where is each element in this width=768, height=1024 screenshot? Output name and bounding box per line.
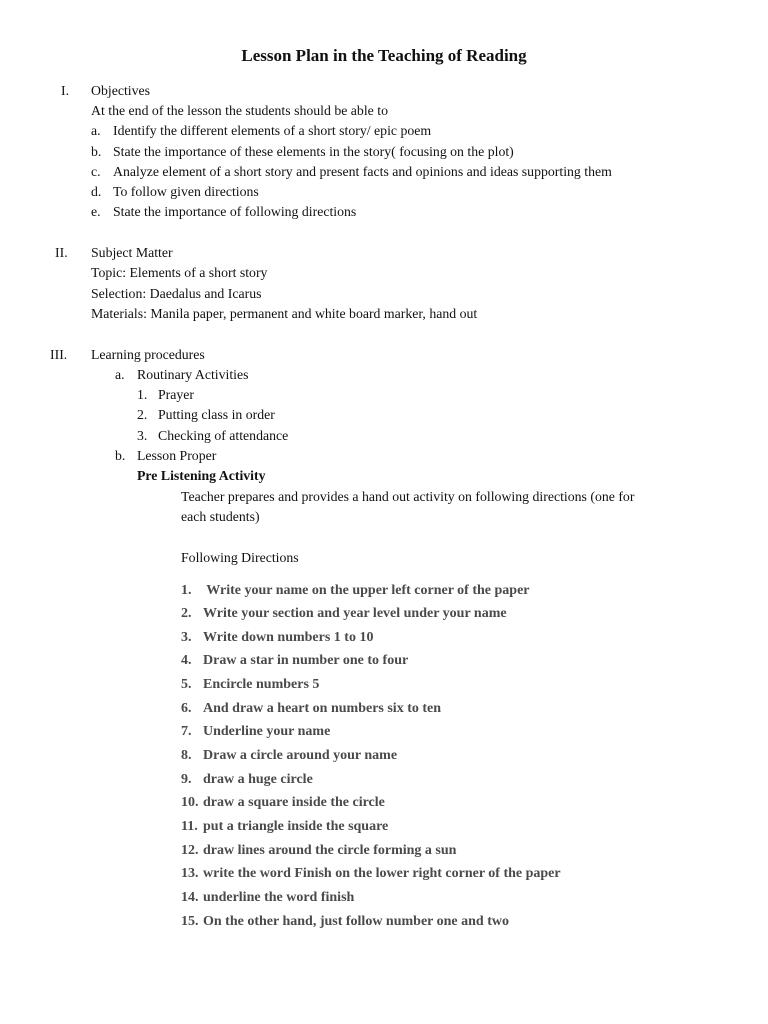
direction-item: put a triangle inside the square	[203, 819, 389, 834]
direction-number: 2.	[181, 606, 192, 621]
section-heading-subject-matter: Subject Matter	[91, 245, 173, 260]
direction-number: 14.	[181, 890, 199, 905]
lesson-proper-label: Lesson Proper	[137, 448, 217, 463]
direction-number: 3.	[181, 630, 192, 645]
objective-item: State the importance of following directions	[113, 204, 357, 219]
list-marker: d.	[91, 184, 102, 199]
page-title: Lesson Plan in the Teaching of Reading	[241, 46, 527, 65]
routinary-item: Putting class in order	[158, 407, 275, 422]
directions-heading: Following Directions	[181, 550, 299, 565]
direction-number: 11.	[181, 819, 198, 834]
direction-item: Underline your name	[203, 724, 331, 739]
section-numeral: II.	[55, 245, 68, 260]
direction-number: 12.	[181, 843, 199, 858]
objective-item: State the importance of these elements in the story( focusing on the plot)	[113, 144, 514, 159]
section-heading-procedures: Learning procedures	[91, 347, 205, 362]
direction-number: 10.	[181, 795, 199, 810]
direction-item: draw lines around the circle forming a sun	[203, 843, 457, 858]
list-marker: a.	[115, 367, 125, 382]
direction-number: 6.	[181, 701, 192, 716]
list-marker: a.	[91, 123, 101, 138]
activity-description: Teacher prepares and provides a hand out activity on following directions (one for	[181, 489, 635, 504]
direction-number: 9.	[181, 772, 192, 787]
section-numeral: III.	[50, 347, 68, 362]
direction-item: Write your name on the upper left corner of the paper	[203, 583, 530, 598]
routinary-item: Checking of attendance	[158, 428, 289, 443]
direction-item: write the word Finish on the lower right corner of the paper	[203, 866, 561, 881]
direction-item: underline the word finish	[203, 890, 355, 905]
direction-number: 15.	[181, 914, 199, 929]
direction-number: 4.	[181, 653, 192, 668]
topic-line: Topic: Elements of a short story	[91, 265, 268, 280]
list-marker: b.	[115, 448, 126, 463]
list-marker: e.	[91, 204, 101, 219]
objective-item: Analyze element of a short story and present facts and opinions and ideas supporting them	[113, 164, 612, 179]
direction-item: draw a huge circle	[203, 772, 313, 787]
selection-line: Selection: Daedalus and Icarus	[91, 286, 262, 301]
list-marker: 2.	[137, 407, 148, 422]
direction-item: Write down numbers 1 to 10	[203, 630, 374, 645]
routinary-item: Prayer	[158, 387, 195, 402]
direction-item: Encircle numbers 5	[203, 677, 320, 692]
list-marker: c.	[91, 164, 101, 179]
direction-item: Draw a star in number one to four	[203, 653, 409, 668]
direction-item: Draw a circle around your name	[203, 748, 398, 763]
section-numeral: I.	[61, 83, 70, 98]
materials-line: Materials: Manila paper, permanent and white board marker, hand out	[91, 306, 478, 321]
section-heading-objectives: Objectives	[91, 83, 151, 98]
routinary-label: Routinary Activities	[137, 367, 249, 382]
direction-number: 8.	[181, 748, 192, 763]
objective-item: To follow given directions	[113, 184, 259, 199]
direction-number: 1.	[181, 583, 192, 598]
direction-item: And draw a heart on numbers six to ten	[203, 701, 442, 716]
direction-item: On the other hand, just follow number one and two	[203, 914, 509, 929]
direction-item: draw a square inside the circle	[203, 795, 385, 810]
objective-item: Identify the different elements of a short story/ epic poem	[113, 123, 432, 138]
direction-number: 13.	[181, 866, 199, 881]
list-marker: 3.	[137, 428, 148, 443]
list-marker: 1.	[137, 387, 148, 402]
objectives-intro: At the end of the lesson the students should be able to	[91, 103, 388, 118]
list-marker: b.	[91, 144, 102, 159]
direction-number: 5.	[181, 677, 192, 692]
activity-description: each students)	[181, 509, 260, 524]
pre-listening-heading: Pre Listening Activity	[137, 468, 266, 483]
direction-item: Write your section and year level under your name	[203, 606, 507, 621]
direction-number: 7.	[181, 724, 192, 739]
